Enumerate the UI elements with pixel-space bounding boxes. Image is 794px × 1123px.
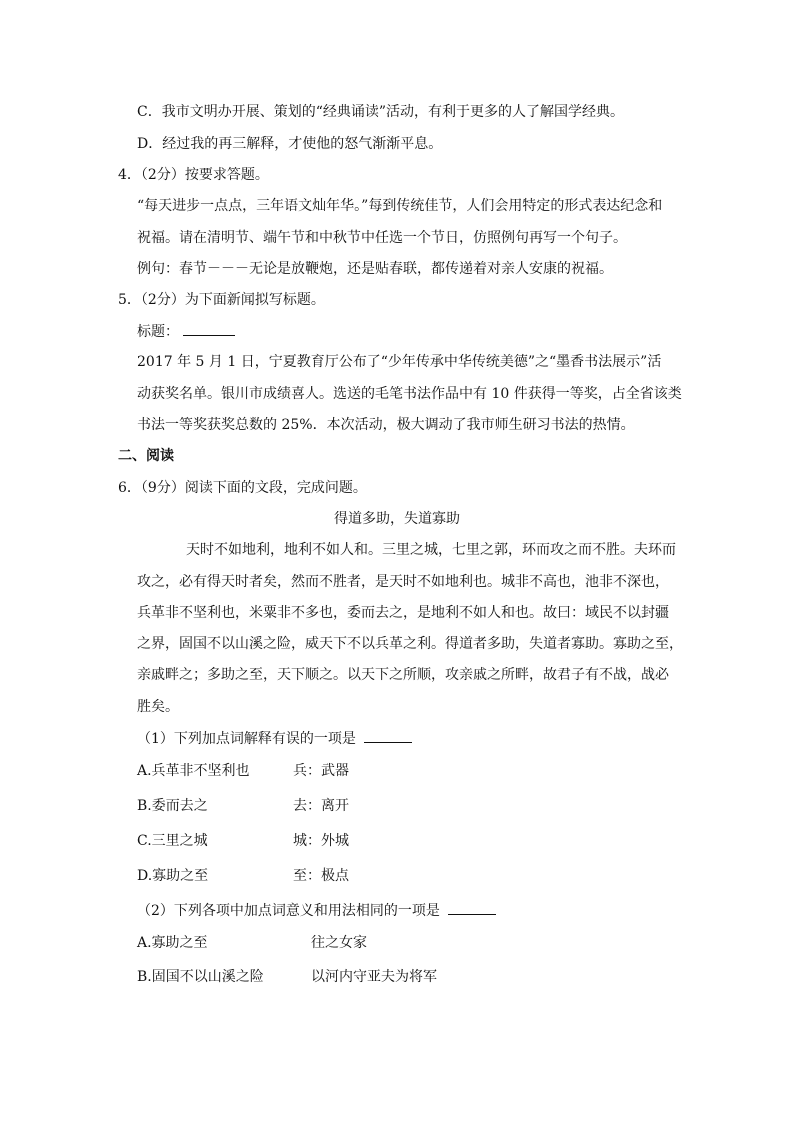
- sub1-option-c-meaning: 城：外城: [293, 833, 349, 849]
- passage-line-5: 亲戚畔之；多助之至，天下顺之。以天下之所顺，攻亲戚之所畔，故君子有不战，战必: [137, 667, 669, 683]
- sub2-option-b: B.固国不以山溪之险: [137, 969, 264, 985]
- q4-header: 4．（2分）按要求答题。: [118, 167, 269, 183]
- q6-sub2-row: [137, 900, 496, 920]
- q6-sub1-row: [137, 728, 412, 748]
- sub2-option-a: A.寡助之至: [137, 935, 208, 951]
- passage-line-1: 天时不如地利，地利不如人和。三里之城，七里之郭，环而攻之而不胜。夫环而: [186, 542, 676, 558]
- sub1-option-d-meaning: 至：极点: [293, 868, 349, 884]
- sub2-option-a-compare: 往之女家: [311, 935, 367, 951]
- q6-sub2-label: （2）下列各项中加点词意义和用法相同的一项是: [137, 903, 440, 919]
- sub2-option-b-compare: 以河内守亚夫为将军: [311, 969, 437, 985]
- sub1-option-b-meaning: 去：离开: [293, 798, 349, 814]
- q5-news-line-1: 2017 年 5 月 1 日，宁夏教育厅公布了“少年传承中华传统美德”之“墨香书法展示”活: [137, 354, 662, 370]
- q5-header: 5．（2分）为下面新闻拟写标题。: [118, 292, 325, 308]
- passage-line-4: 之界，固国不以山溪之险，威天下不以兵革之利。得道者多助，失道者寡助。寡助之至，: [137, 636, 683, 652]
- q5-title-label: 标题：: [137, 324, 179, 340]
- q5-title-blank[interactable]: [183, 321, 235, 336]
- sub1-option-a-meaning: 兵：武器: [293, 763, 349, 779]
- passage-line-3: 兵革非不坚利也，米粟非不多也，委而去之，是地利不如人和也。故曰：域民不以封疆: [137, 605, 669, 621]
- q3-option-c: C．我市文明办开展、策划的“经典诵读”活动，有利于更多的人了解国学经典。: [137, 104, 625, 120]
- q3-option-d: D．经过我的再三解释，才使他的怒气渐渐平息。: [137, 136, 443, 152]
- q4-paragraph-line-1: “每天进步一点点，三年语文灿年华。”每到传统佳节，人们会用特定的形式表达纪念和: [137, 198, 663, 214]
- q6-sub1-blank[interactable]: [364, 728, 412, 743]
- q4-paragraph-line-2: 祝福。请在清明节、端午节和中秋节中任选一个节日，仿照例句再写一个句子。: [137, 230, 627, 246]
- sub1-option-a: A.兵革非不坚利也: [137, 763, 250, 779]
- passage-title: 得道多助，失道寡助: [334, 511, 460, 527]
- q4-example: 例句：春节－－－无论是放鞭炮，还是贴春联，都传递着对亲人安康的祝福。: [137, 261, 613, 277]
- sub1-option-b: B.委而去之: [137, 798, 208, 814]
- q5-news-line-2: 动获奖名单。银川市成绩喜人。选送的毛笔书法作品中有 10 件获得一等奖，占全省该类: [137, 386, 682, 402]
- q6-header: 6．（9分）阅读下面的文段，完成问题。: [118, 480, 367, 496]
- sub1-option-d: D.寡助之至: [137, 868, 209, 884]
- q6-sub2-blank[interactable]: [448, 900, 496, 915]
- sub1-option-c: C.三里之城: [137, 833, 208, 849]
- q5-title-row: [137, 321, 235, 341]
- q6-sub1-label: （1）下列加点词解释有误的一项是: [137, 731, 356, 747]
- section-2-heading: 二、阅读: [118, 448, 174, 464]
- q5-news-line-3: 书法一等奖获奖总数的 25%．本次活动，极大调动了我市师生研习书法的热情。: [137, 417, 635, 433]
- passage-line-6: 胜矣。: [137, 699, 179, 715]
- passage-line-2: 攻之，必有得天时者矣，然而不胜者，是天时不如地利也。城非不高也，池非不深也，: [137, 574, 669, 590]
